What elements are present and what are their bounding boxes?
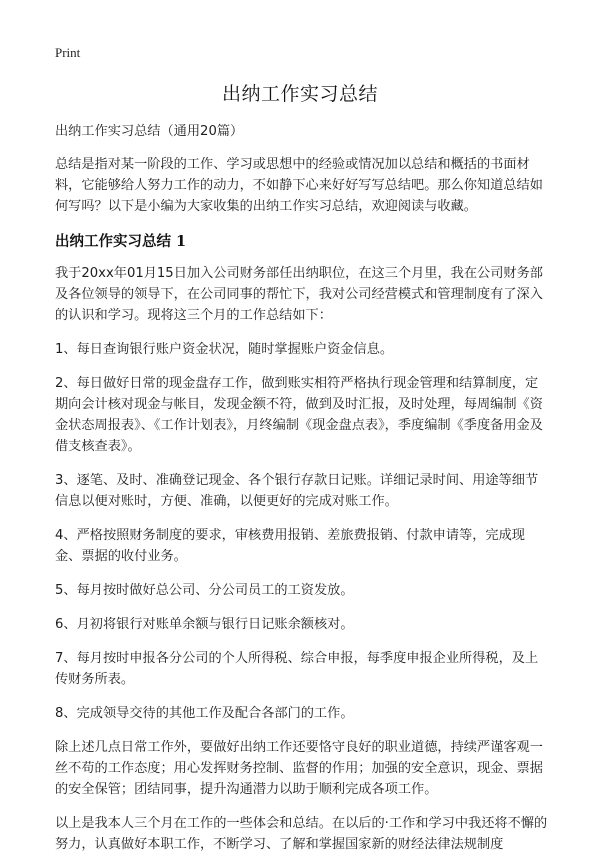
body-paragraph: 6、月初将银行对账单余额与银行日记账余额核对。	[55, 617, 354, 632]
intro-paragraph: 总结是指对某一阶段的工作、学习或思想中的经验或情况加以总结和概括的书面材料，它能够给人努力工作的动力，不如静下心来好好写写总结吧。那么你知道总结如何写吗？以下是小编为大家收集的出纳工作实习总结，欢迎阅读与收藏。	[55, 157, 543, 214]
body-paragraph: 以上是我本人三个月在工作的一些体会和总结。在以后的·工作和学习中我还将不懈的努力，认真做好本职工作，不断学习、了解和掌握国家新的财经法律法规制度	[55, 816, 548, 852]
page-title: 出纳工作实习总结	[221, 83, 378, 105]
body-paragraph: 我于20xx年01月15日加入公司财务部任出纳职位，在这三个月里，我在公司财务部及各位领导的领导下，在公司同事的帮忙下，我对公司经营模式和管理制度有了深入的认识和学习。现将这三个月的工作总结如下：	[55, 266, 543, 323]
print-link[interactable]: Print	[55, 45, 81, 60]
body-paragraph: 2、每日做好日常的现金盘存工作，做到账实相符严格执行现金管理和结算制度，定期向会计核对现金与帐目，发现金额不符，做到及时汇报，及时处理，每周编制《资金状态周报表》、《工作计划表》，月终编制《现金盘点表》，季度编制《季度备用金及借支核查表》。	[55, 376, 543, 454]
body-paragraph: 5、每月按时做好总公司、分公司员工的工资发放。	[55, 583, 354, 598]
section-heading: 出纳工作实习总结 1	[55, 233, 187, 250]
body-paragraph: 1、每日查询银行账户资金状况，随时掌握账户资金信息。	[55, 342, 394, 357]
body-paragraph: 7、每月按时申报各分公司的个人所得税、综合申报，每季度申报企业所得税，及上传财务所表。	[55, 651, 539, 687]
body-paragraph: 4、严格按照财务制度的要求，审核费用报销、差旅费报销、付款申请等，完成现金、票据的收付业务。	[55, 528, 525, 564]
document-subtitle: 出纳工作实习总结（通用20篇）	[55, 124, 244, 139]
body-paragraph: 3、逐笔、及时、准确登记现金、各个银行存款日记账。详细记录时间、用途等细节信息以便对账时，方便、准确，以便更好的完成对账工作。	[55, 473, 539, 509]
body-paragraph: 8、完成领导交待的其他工作及配合各部门的工作。	[55, 706, 354, 721]
document-body	[55, 121, 548, 868]
body-paragraph: 除上述几点日常工作外，要做好出纳工作还要恪守良好的职业道德，持续严谨客观一丝不苟的工作态度；用心发挥财务控制、监督的作用；加强的安全意识，现金、票据的安全保管；团结同事，提升沟通潜力以助于顺利完成各项工作。	[55, 740, 543, 797]
